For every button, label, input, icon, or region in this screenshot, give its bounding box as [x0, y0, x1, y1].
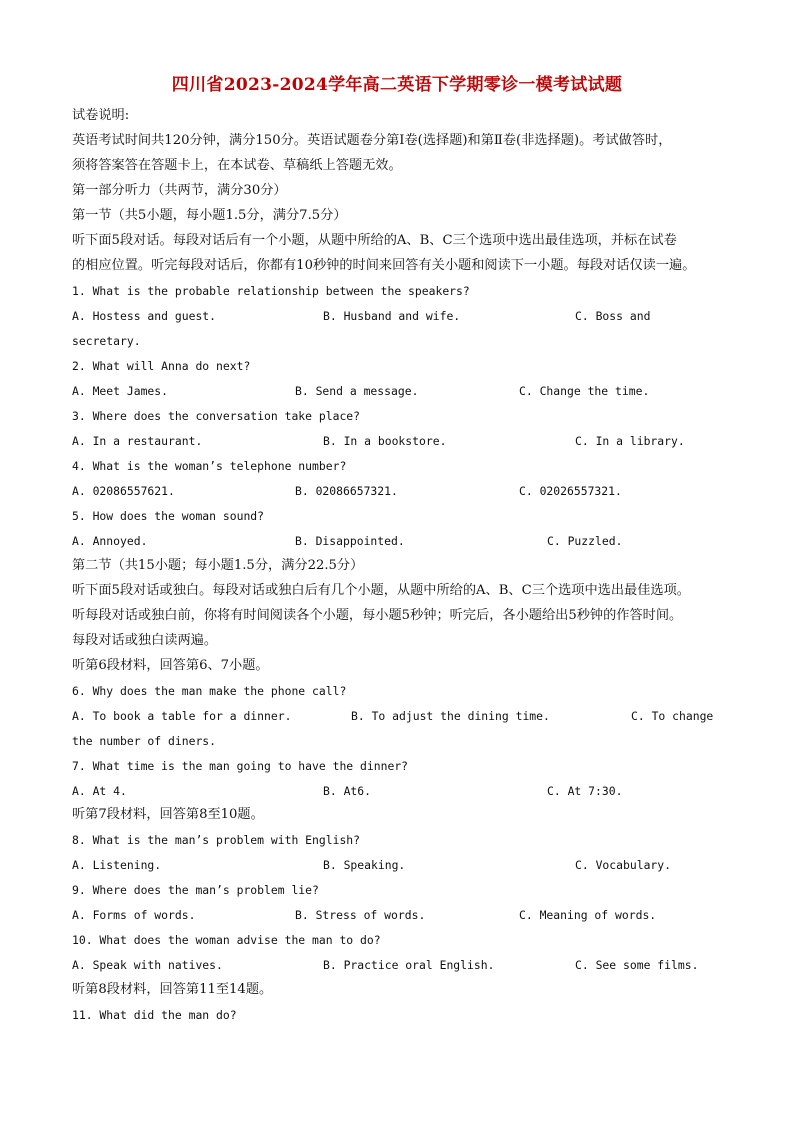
option-b: B. Husband and wife. — [323, 309, 461, 323]
option-c: C. 02026557321. — [519, 484, 622, 498]
question-3: 3. Where does the conversation take place? — [72, 409, 361, 423]
option-b: B. 02086657321. — [295, 484, 398, 498]
option-c-continued: the number of diners. — [72, 734, 217, 748]
option-c-continued: secretary. — [72, 334, 141, 348]
section-heading: 第二节（共15小题；每小题1.5分，满分22.5分） — [72, 558, 364, 573]
option-c: C. To change — [631, 709, 714, 723]
question-4: 4. What is the woman’s telephone number? — [72, 459, 347, 473]
option-c: C. In a library. — [575, 434, 685, 448]
question-8: 8. What is the man’s problem with English? — [72, 833, 361, 847]
option-a: A. In a restaurant. — [72, 434, 203, 448]
option-b: B. Disappointed. — [295, 534, 405, 548]
option-b: B. Stress of words. — [295, 908, 426, 922]
instruction-line: 每段对话或独白读两遍。 — [72, 633, 218, 648]
question-9: 9. Where does the man’s problem lie? — [72, 883, 319, 897]
option-a: A. At 4. — [72, 784, 127, 798]
part-heading: 第一部分听力（共两节，满分30分） — [72, 183, 287, 198]
option-c: C. See some films. — [575, 958, 699, 972]
instruction-line: 的相应位置。听完每段对话后，你都有10秒钟的时间来回答有关小题和阅读下一小题。每段对话仅读一遍。 — [72, 258, 696, 273]
exam-title: 四川省2023-2024学年高二英语下学期零诊一模考试试题 — [171, 75, 623, 95]
option-c: C. At 7:30. — [547, 784, 623, 798]
question-7: 7. What time is the man going to have the dinner? — [72, 759, 409, 773]
segment-heading: 听第8段材料，回答第11至14题。 — [72, 982, 273, 997]
option-b: B. In a bookstore. — [323, 434, 447, 448]
option-a: A. Meet James. — [72, 384, 169, 398]
option-c: C. Change the time. — [519, 384, 650, 398]
notes-heading: 试卷说明: — [72, 108, 130, 123]
option-c: C. Meaning of words. — [519, 908, 657, 922]
option-a: A. Forms of words. — [72, 908, 196, 922]
option-b: B. To adjust the dining time. — [351, 709, 550, 723]
option-a: A. Listening. — [72, 858, 162, 872]
question-2: 2. What will Anna do next? — [72, 359, 251, 373]
instruction-line: 听下面5段对话。每段对话后有一个小题，从题中所给的A、B、C三个选项中选出最佳选项，并标在试卷 — [72, 233, 677, 248]
notes-line: 须将答案答在答题卡上，在本试卷、草稿纸上答题无效。 — [72, 158, 402, 173]
instruction-line: 听下面5段对话或独白。每段对话或独白后有几个小题，从题中所给的A、B、C三个选项中选出最佳选项。 — [72, 583, 690, 598]
option-a: A. 02086557621. — [72, 484, 175, 498]
section-heading: 第一节（共5小题，每小题1.5分，满分7.5分） — [72, 208, 347, 223]
option-c: C. Puzzled. — [547, 534, 623, 548]
segment-heading: 听第7段材料，回答第8至10题。 — [72, 807, 264, 822]
option-c: C. Boss and — [575, 309, 651, 323]
option-a: A. Annoyed. — [72, 534, 148, 548]
option-b: B. At6. — [323, 784, 372, 798]
option-a: A. Speak with natives. — [72, 958, 223, 972]
instruction-line: 听每段对话或独白前，你将有时间阅读各个小题，每小题5秒钟；听完后，各小题给出5秒钟的作答时间。 — [72, 608, 683, 623]
option-a: A. Hostess and guest. — [72, 309, 217, 323]
segment-heading: 听第6段材料，回答第6、7小题。 — [72, 658, 269, 673]
question-5: 5. How does the woman sound? — [72, 509, 265, 523]
notes-line: 英语考试时间共120分钟，满分150分。英语试题卷分第Ⅰ卷(选择题)和第Ⅱ卷(非选择题)。考试做答时， — [72, 133, 672, 148]
question-11: 11. What did the man do? — [72, 1008, 237, 1022]
option-a: A. To book a table for a dinner. — [72, 709, 292, 723]
question-10: 10. What does the woman advise the man to do? — [72, 933, 381, 947]
question-6: 6. Why does the man make the phone call? — [72, 684, 347, 698]
option-b: B. Speaking. — [323, 858, 406, 872]
question-1: 1. What is the probable relationship between the speakers? — [72, 284, 470, 298]
option-b: B. Send a message. — [295, 384, 419, 398]
option-c: C. Vocabulary. — [575, 858, 672, 872]
option-b: B. Practice oral English. — [323, 958, 495, 972]
